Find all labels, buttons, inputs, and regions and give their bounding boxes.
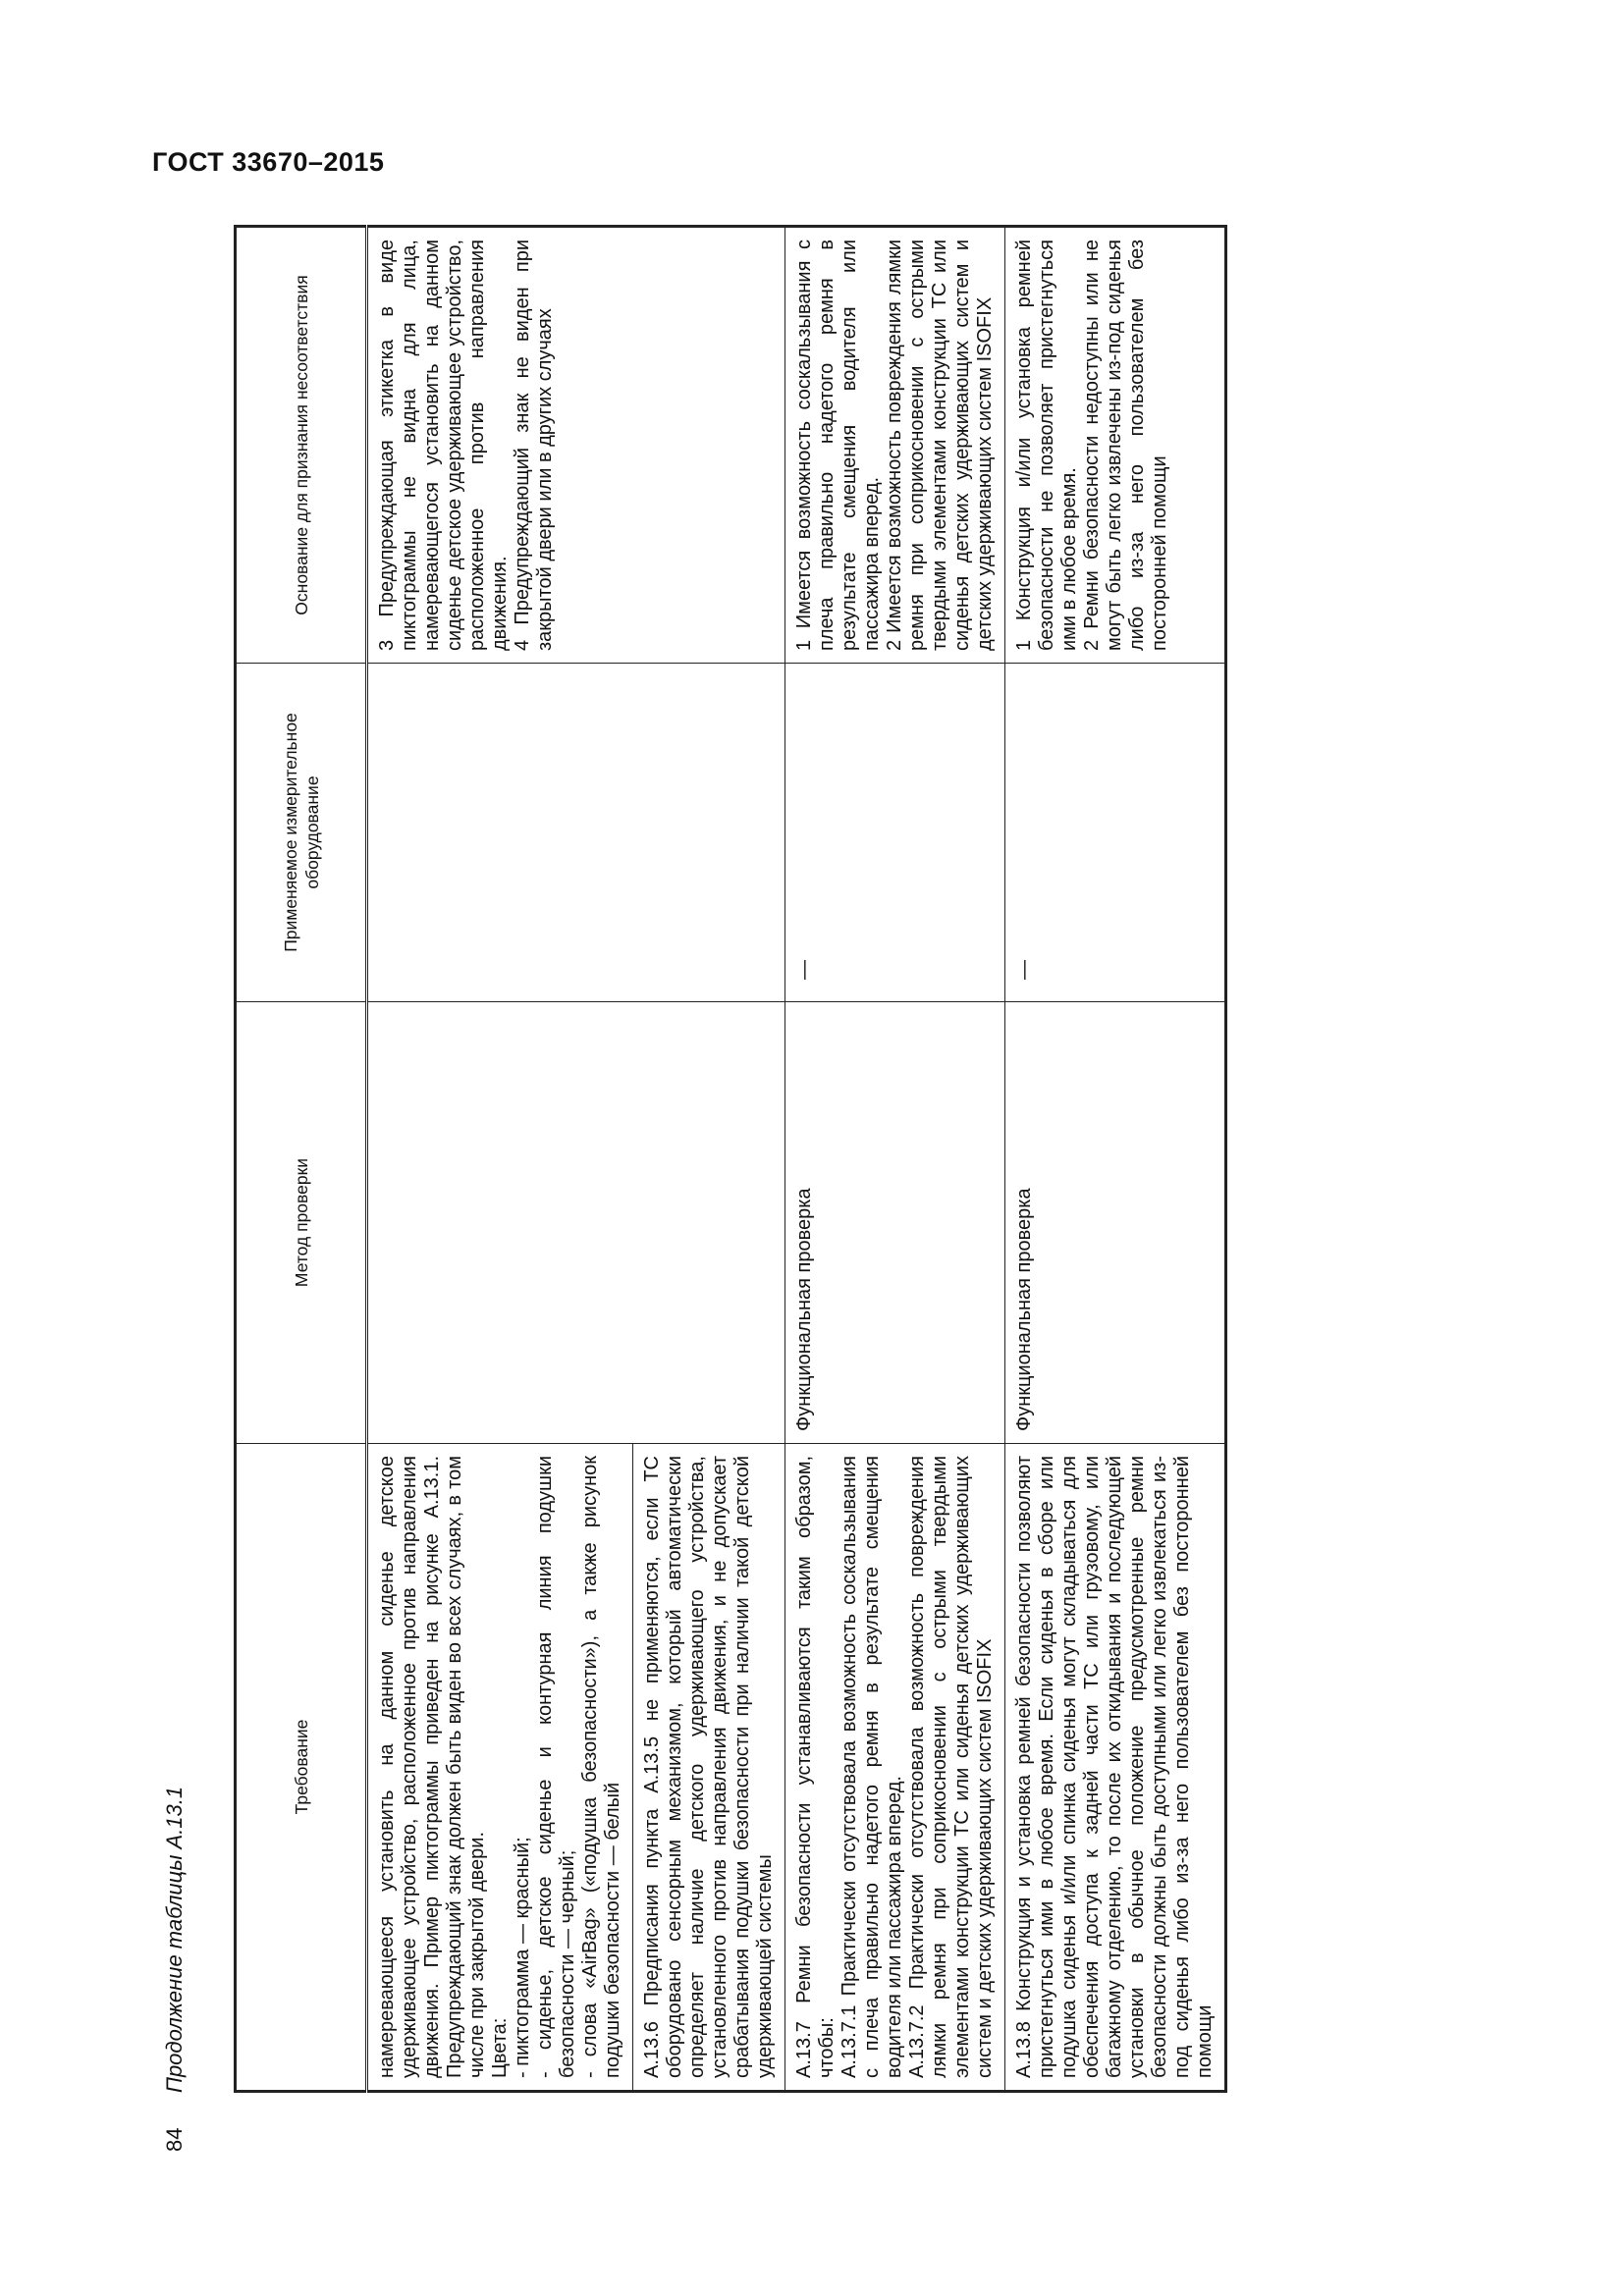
basis-cell — [1005, 227, 1226, 664]
standard-code: ГОСТ 33670–2015 — [152, 147, 385, 177]
basis-text: 1 Имеется возможность соскальзывания с плеча правильно надетого ремня в результате смещения водителя или пассажира вперед. — [793, 240, 883, 651]
requirement-cell — [633, 1444, 785, 2092]
table-row — [367, 227, 633, 2092]
method-cell — [367, 1002, 785, 1444]
basis-cell — [367, 227, 785, 664]
basis-text: 3 Предупреждающая этикетка в виде пиктограммы не видна для лица, намеревающегося установить на данном сиденье детское удерживающее устройство, расположенное против направления движения. — [376, 240, 511, 651]
equipment-cell: — — [1005, 664, 1226, 1002]
requirement-text: намеревающееся установить на данном сиденье детское удерживающее устройство, расположенное против направления движения. Пример пиктограммы приведен на рисунке А.13.1. Предупреждающий знак должен быть виден во всех случаях, в том числе при закрытой двери. — [376, 1456, 488, 2078]
basis-text: 4 Предупреждающий знак не виден при закрытой двери или в других случаях — [512, 240, 556, 651]
table-caption: Продолжение таблицы А.13.1 — [162, 1786, 187, 2093]
requirement-text: А.13.7.2 Практически отсутствовала возможность повреждения лямки ремня при соприкосновении с острыми твердыми элементами конструкции ТС или сиденья детских удерживающих систем и детских удерживающих систем ISOFIX — [906, 1456, 996, 2078]
basis-cell — [785, 227, 1005, 664]
method-cell: Функциональная проверка — [785, 1002, 1005, 1444]
column-header-equipment: Применяемое измерительное оборудование — [236, 664, 367, 1002]
page-number: 84 — [162, 2127, 187, 2152]
requirement-text: А.13.7 Ремни безопасности устанавливаются таким образом, чтобы: — [793, 1456, 838, 2078]
table-header-row — [236, 227, 367, 2092]
requirements-table — [234, 225, 1227, 2093]
basis-text: 2 Ремни безопасности недоступны или не могут быть легко извлечены из-под сиденья либо из-за него пользователем без посторонней помощи — [1081, 240, 1170, 651]
requirement-text: А.13.6 Предписания пункта А.13.5 не применяются, если ТС оборудовано сенсорным механизмом, который автоматически определяет наличие детского удерживающего устройства, установленного против направления движения, и не допускает срабатывания подушки безопасности при наличии такой детской удерживающей системы — [641, 1456, 776, 2078]
requirement-text: А.13.7.1 Практически отсутствовала возможность соскальзывания с плеча правильно надетого ремня в результате смещения водителя или пассажира вперед. — [839, 1456, 905, 2078]
equipment-cell — [367, 664, 785, 1002]
method-cell: Функциональная проверка — [1005, 1002, 1226, 1444]
requirement-cell — [1005, 1444, 1226, 2092]
column-header-basis: Основание для признания несоответствия — [236, 227, 367, 664]
table-row — [785, 227, 1005, 2092]
rotated-page-content — [147, 228, 1424, 2152]
basis-text: 1 Конструкция и/или установка ремней безопасности не позволяет пристегнуться ими в любое время. — [1013, 240, 1080, 651]
requirement-text: - пиктограмма — красный; — [512, 1837, 533, 2078]
column-header-method: Метод проверки — [236, 1002, 367, 1444]
column-header-requirement: Требование — [236, 1444, 367, 2092]
table-row — [1005, 227, 1226, 2092]
requirement-text: - сиденье, детское сиденье и контурная линия подушки безопасности — черный; — [534, 1456, 578, 2078]
requirement-cell — [785, 1444, 1005, 2092]
basis-text: 2 Имеется возможность повреждения лямки ремня при соприкосновении с острыми твердыми элементами конструкции ТС или сиденья детских удерживающих систем и детских удерживающих систем ISOFIX — [884, 240, 996, 651]
requirement-cell — [367, 1444, 633, 2092]
equipment-cell: — — [785, 664, 1005, 1002]
requirement-text: - слова «AirBag» («подушка безопасности»), а также рисунок подушки безопасности — белый — [579, 1456, 623, 2078]
requirement-text: А.13.8 Конструкция и установка ремней безопасности позволяют пристегнуться ими в любое время. Если сиденья в сборе или подушка сиденья и/или спинка сиденья могут складываться для обеспечения доступа к задней части ТС или грузовому, или багажному отделению, то после их откидывания и последующей установки в обычное положение предусмотренные ремни безопасности должны быть доступными или легко извлекаться из-под сиденья либо из-за него пользователем без посторонней помощи — [1013, 1456, 1216, 2078]
requirement-text: Цвета: — [489, 2017, 511, 2078]
